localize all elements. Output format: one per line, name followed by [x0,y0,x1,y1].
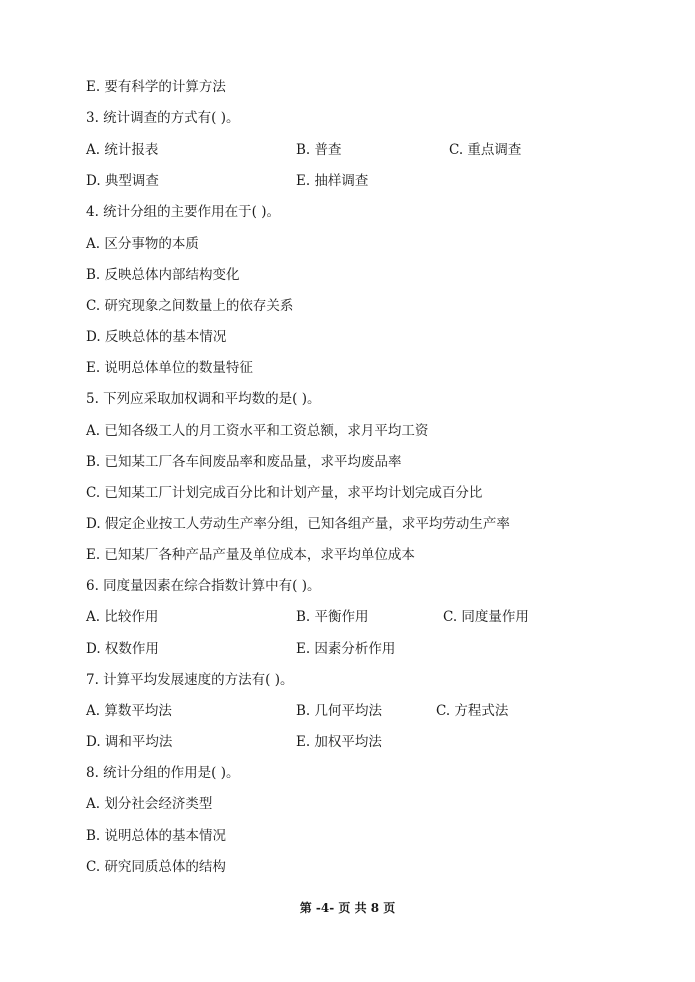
q3-option-a: A. 统计报表 [86,142,159,158]
page-number-footer: 第 -4- 页 共 8 页 [299,901,396,915]
q4-option-b: B. 反映总体内部结构变化 [86,267,240,283]
question-4: 4. 统计分组的主要作用在于( )。 [86,204,280,220]
question-3: 3. 统计调查的方式有( )。 [86,110,240,126]
q8-option-a: A. 划分社会经济类型 [86,796,213,812]
q5-option-c: C. 已知某工厂计划完成百分比和计划产量，求平均计划完成百分比 [86,485,483,501]
q6-option-e: E. 因素分析作用 [296,641,396,657]
q6-option-b: B. 平衡作用 [296,609,369,625]
q2-option-e: E. 要有科学的计算方法 [86,79,226,95]
q5-option-d: D. 假定企业按工人劳动生产率分组，已知各组产量，求平均劳动生产率 [86,516,510,532]
q5-option-a: A. 已知各级工人的月工资水平和工资总额，求月平均工资 [86,423,429,439]
q6-option-c: C. 同度量作用 [443,609,529,625]
q5-option-e: E. 已知某厂各种产品产量及单位成本，求平均单位成本 [86,547,415,563]
q8-option-b: B. 说明总体的基本情况 [86,828,227,844]
q4-option-a: A. 区分事物的本质 [86,236,199,252]
q3-option-e: E. 抽样调查 [296,173,369,189]
q4-option-e: E. 说明总体单位的数量特征 [86,360,253,376]
q7-option-e: E. 加权平均法 [296,734,382,750]
q3-option-d: D. 典型调查 [86,173,159,189]
q6-option-a: A. 比较作用 [86,609,159,625]
question-8: 8. 统计分组的作用是( )。 [86,765,240,781]
q3-option-b: B. 普查 [296,142,342,158]
q7-option-d: D. 调和平均法 [86,734,173,750]
q7-option-b: B. 几何平均法 [296,703,383,719]
question-6: 6. 同度量因素在综合指数计算中有( )。 [86,578,321,594]
q8-option-c: C. 研究同质总体的结构 [86,859,226,875]
q6-option-d: D. 权数作用 [86,641,159,657]
q3-option-c: C. 重点调查 [449,142,522,158]
q4-option-d: D. 反映总体的基本情况 [86,329,227,345]
q7-option-a: A. 算数平均法 [86,703,172,719]
q7-option-c: C. 方程式法 [436,703,509,719]
q5-option-b: B. 已知某工厂各车间废品率和废品量，求平均废品率 [86,454,402,470]
question-7: 7. 计算平均发展速度的方法有( )。 [86,672,294,688]
q4-option-c: C. 研究现象之间数量上的依存关系 [86,298,294,314]
question-5: 5. 下列应采取加权调和平均数的是( )。 [86,391,321,407]
